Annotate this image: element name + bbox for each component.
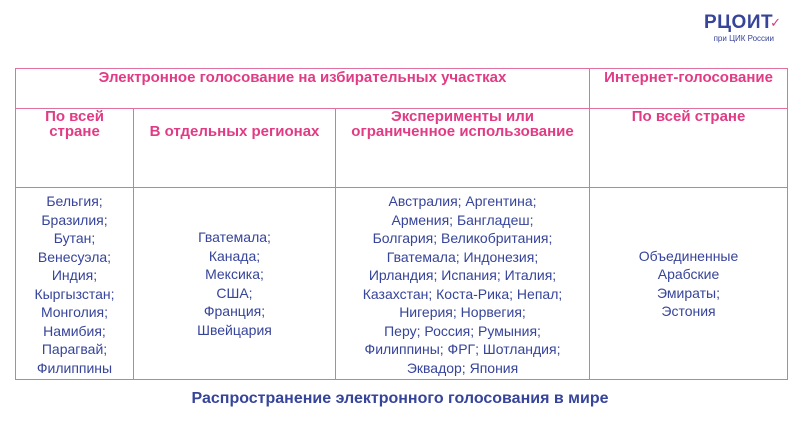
logo-text: РЦОИТ xyxy=(704,12,774,33)
checkmark-icon: ✓ xyxy=(770,15,782,30)
list-item: Намибия; xyxy=(43,322,106,339)
countries-regions xyxy=(134,188,336,380)
list-item: Болгария; Великобритания; xyxy=(372,230,553,246)
list-item: Индия; xyxy=(51,267,98,283)
subheader-regions: В отдельных регионах xyxy=(134,109,336,188)
list-item: Ирландия; Испания; Италия; xyxy=(368,267,557,283)
list-item: Канада; xyxy=(208,247,261,264)
page-caption: Распространение электронного голосования в мире xyxy=(191,390,609,407)
logo-subtitle: при ЦИК России xyxy=(713,34,774,43)
table-body-row xyxy=(16,188,788,380)
list-item: Перу; Россия; Румыния; xyxy=(384,322,541,339)
list-item: Армения; Бангладеш; xyxy=(391,211,534,228)
header-internet-voting: Интернет-голосование xyxy=(590,69,788,109)
list-item: Эстония xyxy=(661,303,716,319)
subheader-nationwide: По всей стране xyxy=(16,109,134,188)
countries-internet xyxy=(590,188,788,380)
list-item: Австралия; Аргентина; xyxy=(388,193,537,209)
logo-mark xyxy=(704,12,782,34)
subheader-internet-nationwide: По всей стране xyxy=(590,109,788,188)
list-item: Казахстан; Коста-Рика; Непал; xyxy=(362,285,563,302)
list-item: Гватемала; Индонезия; xyxy=(386,248,539,265)
list-item: Филиппины; ФРГ; Шотландия; xyxy=(364,341,561,357)
rtsoit-logo xyxy=(704,12,782,44)
countries-nationwide xyxy=(16,188,134,380)
list-item: Венесуэла; xyxy=(37,248,112,265)
subheader-experiments: Эксперименты или ограниченное использование xyxy=(336,109,590,188)
list-item: США; xyxy=(216,284,253,301)
list-item: Швейцария xyxy=(197,321,272,338)
table-header-row xyxy=(16,69,788,109)
list-item: Мексика; xyxy=(205,266,264,282)
list-item: Гватемала; xyxy=(198,229,271,245)
list-item: Филиппины xyxy=(36,359,113,376)
header-electronic-voting: Электронное голосование на избирательных участках xyxy=(16,69,590,109)
list-item: Бутан; xyxy=(53,230,96,246)
voting-table xyxy=(15,68,788,380)
list-item: Бельгия; xyxy=(46,193,103,209)
countries-experiments xyxy=(336,188,590,380)
list-item: Нигерия; Норвегия; xyxy=(399,304,526,320)
list-item: Бразилия; xyxy=(41,211,108,228)
list-item: Парагвай; xyxy=(41,341,108,357)
list-item: Монголия; xyxy=(40,304,109,320)
list-item: Кыргызстан; xyxy=(34,285,115,302)
table-subheader-row xyxy=(16,109,788,188)
list-item: Франция; xyxy=(203,303,266,319)
list-item: Эмираты; xyxy=(657,284,721,301)
list-item: Арабские xyxy=(657,266,720,282)
list-item: Объединенные xyxy=(638,247,739,264)
list-item: Эквадор; Япония xyxy=(406,359,519,376)
